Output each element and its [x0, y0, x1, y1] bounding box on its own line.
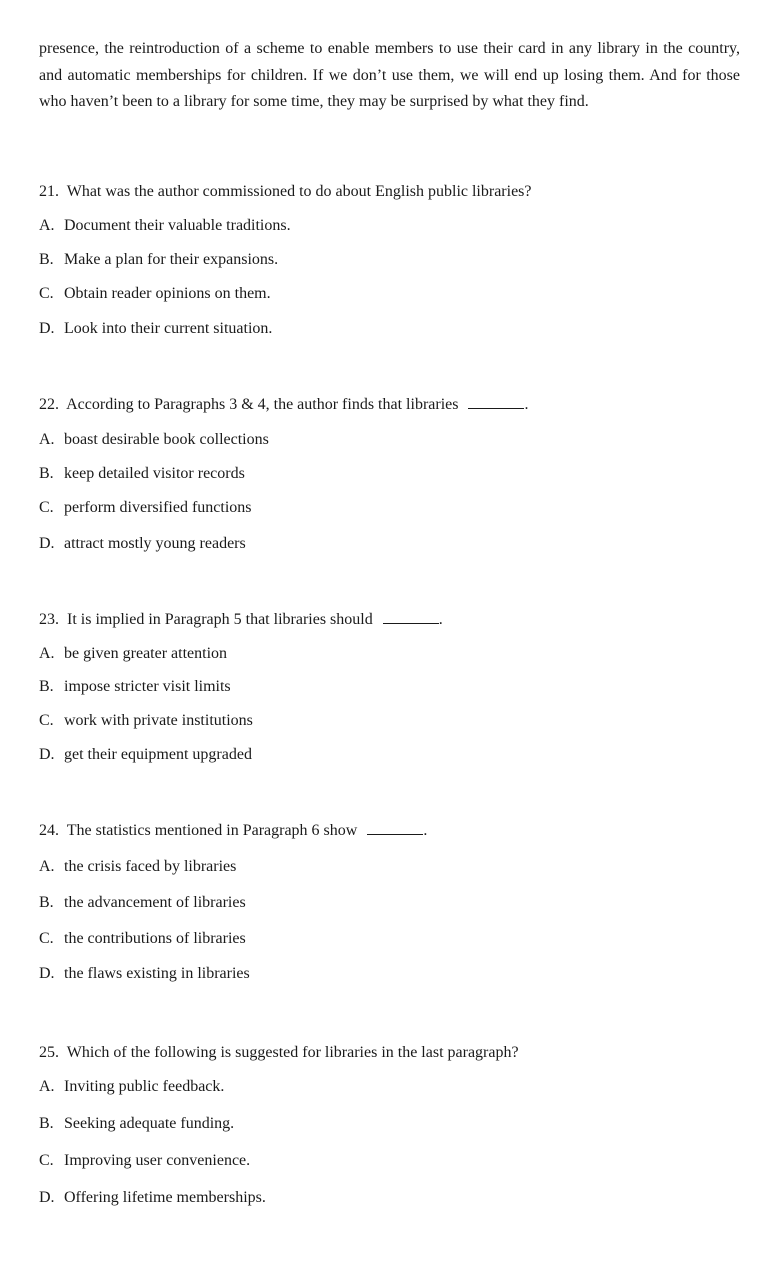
option-text: perform diversified functions [64, 499, 252, 516]
option-list [39, 428, 740, 556]
option-text: keep detailed visitor records [64, 465, 245, 482]
option-text: the advancement of libraries [64, 894, 246, 911]
option-letter: D. [39, 965, 55, 982]
option-letter: C. [39, 930, 54, 947]
option-d [39, 743, 740, 767]
question-number: 22. [39, 396, 59, 413]
question-text: The statistics mentioned in Paragraph 6 show [66, 822, 358, 839]
question-number: 23. [39, 611, 59, 628]
question-21 [39, 180, 740, 341]
option-d [39, 317, 740, 341]
question-23 [39, 608, 740, 767]
option-letter: D. [39, 746, 55, 763]
option-text: impose stricter visit limits [64, 678, 231, 695]
question-stem [39, 393, 740, 417]
question-stem [39, 819, 740, 843]
question-stem [39, 180, 740, 204]
option-text: Document their valuable traditions. [64, 217, 291, 234]
option-a [39, 855, 740, 879]
option-text: Look into their current situation. [64, 320, 273, 337]
option-b [39, 248, 740, 272]
option-text: Improving user convenience. [64, 1152, 251, 1169]
option-letter: C. [39, 712, 54, 729]
question-text: What was the author commissioned to do about English public libraries? [66, 183, 532, 200]
option-c [39, 282, 740, 306]
option-text: Make a plan for their expansions. [64, 251, 279, 268]
question-period: . [438, 611, 443, 628]
option-text: the flaws existing in libraries [64, 965, 250, 982]
option-a [39, 642, 740, 666]
question-text: According to Paragraphs 3 & 4, the author finds that libraries [66, 396, 459, 413]
option-letter: A. [39, 858, 55, 875]
option-letter: B. [39, 251, 54, 268]
option-list [39, 214, 740, 341]
option-list [39, 855, 740, 986]
option-d [39, 962, 740, 986]
option-list [39, 642, 740, 767]
question-number: 25. [39, 1044, 59, 1061]
option-a [39, 428, 740, 452]
question-text: It is implied in Paragraph 5 that libraries should [67, 611, 373, 628]
option-text: the crisis faced by libraries [64, 858, 237, 875]
option-letter: D. [39, 1189, 55, 1206]
passage-paragraph: presence, the reintroduction of a scheme to enable members to use their card in any library in the country, and automatic memberships for children. If we don’t use them, we will end up losing them. And for those who haven’t been to a library for some time, they may be surprised by what they find. [39, 40, 740, 110]
option-text: Inviting public feedback. [64, 1078, 225, 1095]
option-letter: C. [39, 1152, 54, 1169]
answer-blank [383, 609, 439, 624]
option-letter: B. [39, 894, 54, 911]
option-letter: A. [39, 217, 55, 234]
option-letter: C. [39, 499, 54, 516]
option-letter: B. [39, 465, 54, 482]
option-d [39, 532, 740, 556]
option-letter: B. [39, 678, 54, 695]
question-number: 21. [39, 183, 59, 200]
question-24 [39, 819, 740, 986]
option-d [39, 1186, 740, 1210]
option-letter: A. [39, 1078, 55, 1095]
option-b [39, 462, 740, 486]
option-text: boast desirable book collections [64, 431, 269, 448]
option-c [39, 496, 740, 520]
option-text: work with private institutions [64, 712, 253, 729]
option-letter: A. [39, 645, 55, 662]
option-text: Seeking adequate funding. [64, 1115, 235, 1132]
option-list [39, 1075, 740, 1210]
question-period: . [423, 822, 428, 839]
question-text: Which of the following is suggested for libraries in the last paragraph? [66, 1044, 519, 1061]
option-c [39, 1149, 740, 1173]
question-22 [39, 393, 740, 556]
option-c [39, 927, 740, 951]
option-letter: C. [39, 285, 54, 302]
option-text: the contributions of libraries [64, 930, 246, 947]
option-b [39, 675, 740, 699]
answer-blank [468, 394, 524, 409]
option-c [39, 709, 740, 733]
option-letter: D. [39, 535, 55, 552]
option-letter: B. [39, 1115, 54, 1132]
question-number: 24. [39, 822, 59, 839]
option-text: be given greater attention [64, 645, 228, 662]
question-period: . [524, 396, 529, 413]
option-letter: D. [39, 320, 55, 337]
option-text: Obtain reader opinions on them. [64, 285, 271, 302]
answer-blank [367, 820, 423, 835]
question-stem [39, 608, 740, 632]
option-a [39, 1075, 740, 1099]
option-text: get their equipment upgraded [64, 746, 252, 763]
option-b [39, 1112, 740, 1136]
option-a [39, 214, 740, 238]
question-25 [39, 1041, 740, 1210]
option-text: attract mostly young readers [64, 535, 246, 552]
option-letter: A. [39, 431, 55, 448]
question-stem [39, 1041, 740, 1065]
option-b [39, 891, 740, 915]
option-text: Offering lifetime memberships. [64, 1189, 266, 1206]
